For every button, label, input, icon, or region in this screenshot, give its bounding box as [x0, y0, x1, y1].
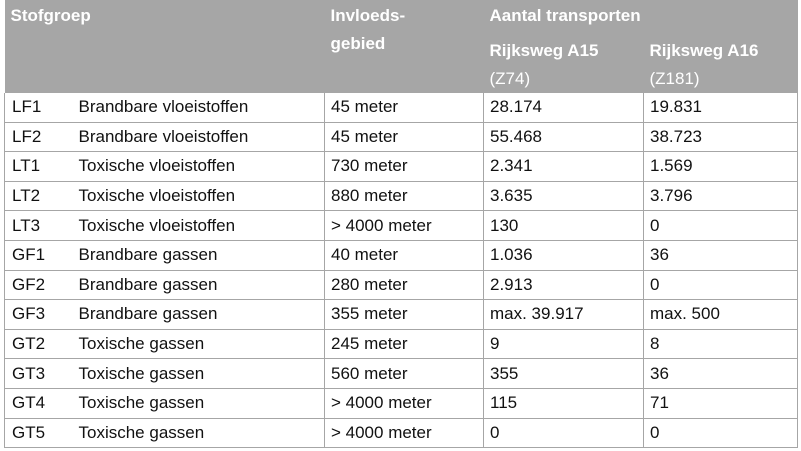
- cell-invloedsgebied: 45 meter: [325, 122, 484, 152]
- cell-invloedsgebied: 245 meter: [325, 329, 484, 359]
- table-header: [5, 0, 798, 93]
- cell-a16: 36: [644, 359, 798, 389]
- cell-code: GT5: [5, 418, 73, 448]
- cell-a15: 115: [484, 388, 644, 418]
- header-a16-label: Rijksweg A16: [649, 41, 759, 60]
- cell-a16: 0: [644, 211, 798, 241]
- cell-stofgroep: Toxische vloeistoffen: [73, 181, 325, 211]
- cell-a15: 355: [484, 359, 644, 389]
- header-a15: [484, 34, 644, 93]
- cell-a16: 0: [644, 418, 798, 448]
- cell-a15: 0: [484, 418, 644, 448]
- cell-invloedsgebied: 45 meter: [325, 93, 484, 122]
- cell-a16: 38.723: [644, 122, 798, 152]
- cell-a15: 1.036: [484, 240, 644, 270]
- header-stofgroep: Stofgroep: [5, 0, 325, 93]
- cell-stofgroep: Toxische gassen: [73, 418, 325, 448]
- cell-stofgroep: Brandbare gassen: [73, 300, 325, 330]
- cell-a15: 55.468: [484, 122, 644, 152]
- cell-invloedsgebied: 730 meter: [325, 152, 484, 182]
- cell-code: GT4: [5, 388, 73, 418]
- table-row: [5, 211, 798, 241]
- table-row: [5, 359, 798, 389]
- cell-a16: 36: [644, 240, 798, 270]
- cell-code: GF1: [5, 240, 73, 270]
- cell-stofgroep: Toxische gassen: [73, 329, 325, 359]
- table-row: [5, 329, 798, 359]
- cell-stofgroep: Brandbare vloeistoffen: [73, 122, 325, 152]
- cell-code: GF3: [5, 300, 73, 330]
- cell-stofgroep: Brandbare gassen: [73, 240, 325, 270]
- transport-table: [4, 0, 798, 448]
- header-invloed-line1: Invloeds-: [330, 6, 406, 25]
- cell-code: LT2: [5, 181, 73, 211]
- cell-a15: 3.635: [484, 181, 644, 211]
- cell-a16: 19.831: [644, 93, 798, 122]
- cell-a16: 3.796: [644, 181, 798, 211]
- cell-invloedsgebied: 560 meter: [325, 359, 484, 389]
- cell-a15: 2.341: [484, 152, 644, 182]
- header-a15-code: (Z74): [489, 69, 531, 88]
- header-invloed-line2: gebied: [330, 34, 386, 53]
- cell-code: LF1: [5, 93, 73, 122]
- cell-invloedsgebied: 280 meter: [325, 270, 484, 300]
- table-row: [5, 240, 798, 270]
- cell-a16: 1.569: [644, 152, 798, 182]
- cell-stofgroep: Toxische gassen: [73, 359, 325, 389]
- table-row: [5, 152, 798, 182]
- cell-invloedsgebied: > 4000 meter: [325, 211, 484, 241]
- table-row: [5, 93, 798, 122]
- header-invloedsgebied: [325, 0, 484, 93]
- cell-code: GT3: [5, 359, 73, 389]
- cell-code: GT2: [5, 329, 73, 359]
- table-row: [5, 418, 798, 448]
- table-row: [5, 181, 798, 211]
- cell-a16: 8: [644, 329, 798, 359]
- cell-invloedsgebied: > 4000 meter: [325, 388, 484, 418]
- cell-a16: 0: [644, 270, 798, 300]
- cell-stofgroep: Toxische gassen: [73, 388, 325, 418]
- cell-a15: 2.913: [484, 270, 644, 300]
- table-row: [5, 300, 798, 330]
- cell-a16: 71: [644, 388, 798, 418]
- cell-stofgroep: Toxische vloeistoffen: [73, 152, 325, 182]
- cell-code: GF2: [5, 270, 73, 300]
- table-row: [5, 122, 798, 152]
- cell-code: LT3: [5, 211, 73, 241]
- cell-a15: 28.174: [484, 93, 644, 122]
- table-row: [5, 270, 798, 300]
- cell-stofgroep: Toxische vloeistoffen: [73, 211, 325, 241]
- cell-a15: 130: [484, 211, 644, 241]
- cell-invloedsgebied: > 4000 meter: [325, 418, 484, 448]
- cell-invloedsgebied: 880 meter: [325, 181, 484, 211]
- cell-a15: max. 39.917: [484, 300, 644, 330]
- header-a15-label: Rijksweg A15: [489, 41, 599, 60]
- header-a16-code: (Z181): [649, 69, 700, 88]
- cell-invloedsgebied: 40 meter: [325, 240, 484, 270]
- cell-code: LF2: [5, 122, 73, 152]
- header-a16: [644, 34, 798, 93]
- cell-a15: 9: [484, 329, 644, 359]
- table-body: [5, 93, 798, 448]
- cell-stofgroep: Brandbare gassen: [73, 270, 325, 300]
- header-aantal-transporten: Aantal transporten: [484, 0, 798, 34]
- cell-stofgroep: Brandbare vloeistoffen: [73, 93, 325, 122]
- cell-a16: max. 500: [644, 300, 798, 330]
- cell-code: LT1: [5, 152, 73, 182]
- cell-invloedsgebied: 355 meter: [325, 300, 484, 330]
- table-row: [5, 388, 798, 418]
